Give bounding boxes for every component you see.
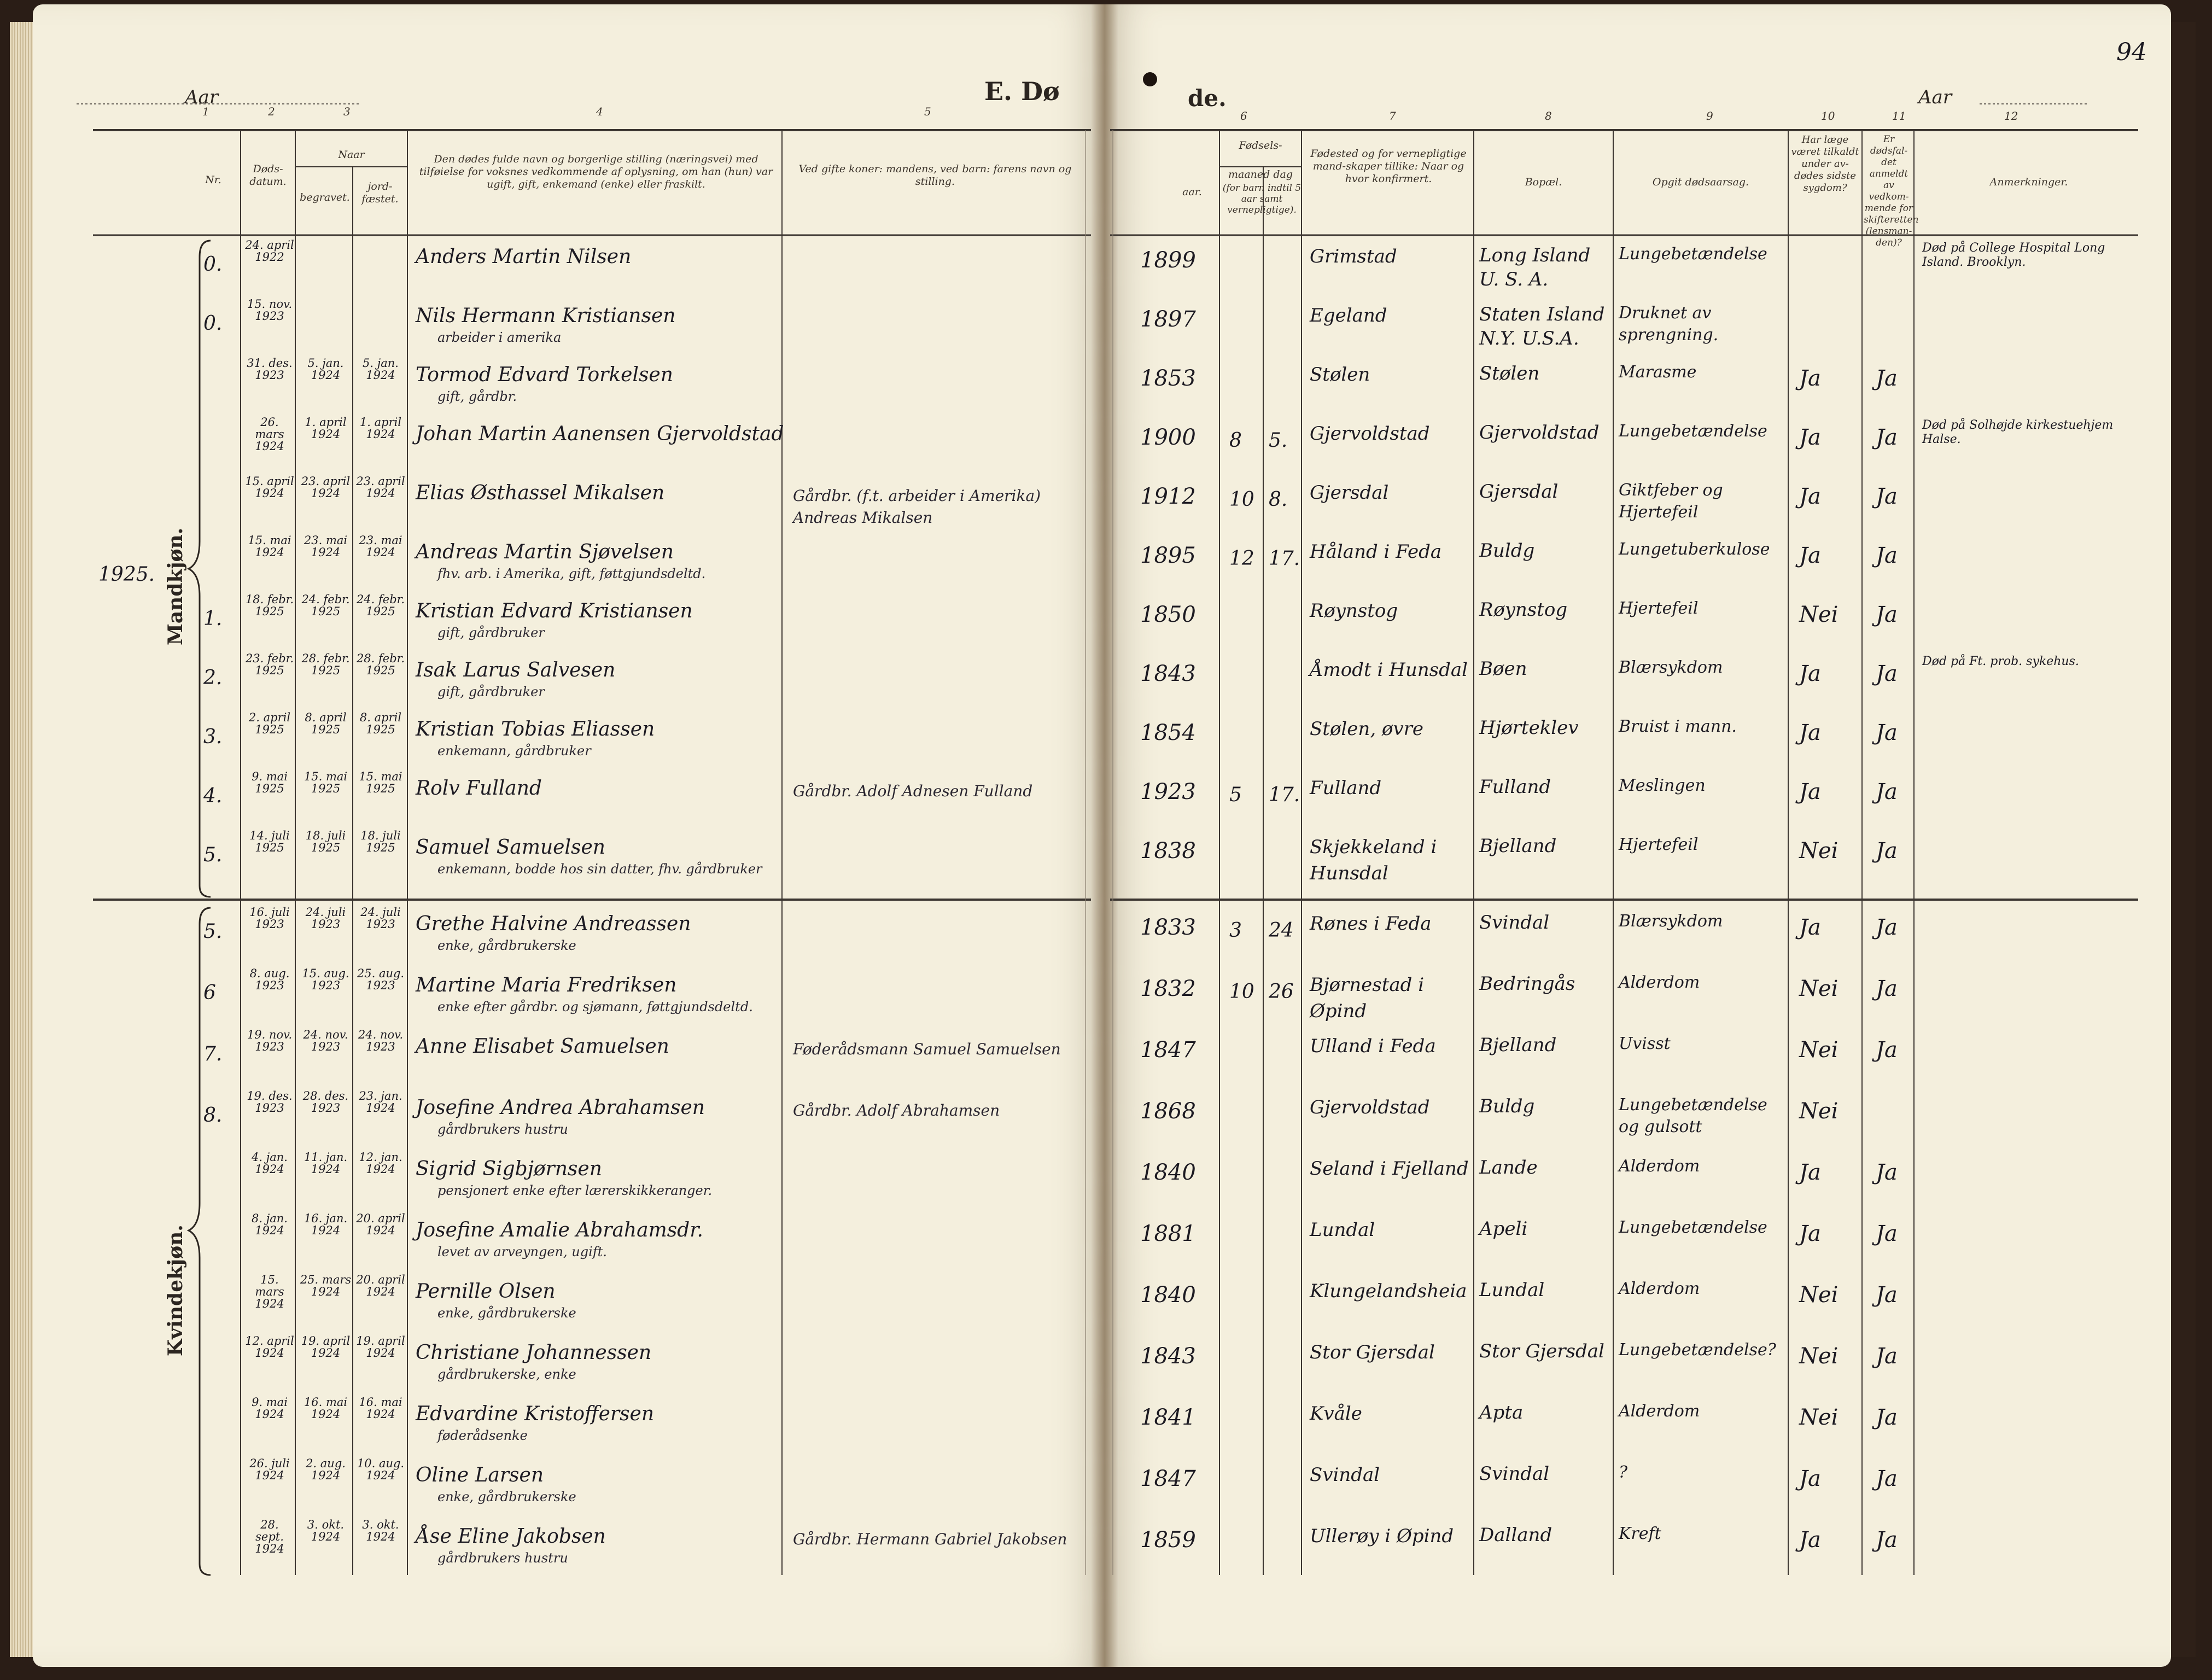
- reported: Ja: [1876, 425, 1898, 450]
- deceased-name: Kristian Tobias Eliassen: [416, 718, 655, 740]
- interment-date: 5. jan. 1924: [363, 357, 399, 382]
- birthplace: Klungelandsheia: [1310, 1280, 1467, 1302]
- birth-year: 1843: [1140, 1344, 1196, 1369]
- interment-date: 10. aug. 1924: [357, 1457, 405, 1482]
- birth-year: 1895: [1140, 543, 1196, 568]
- interment-date: 16. mai 1924: [359, 1396, 402, 1421]
- entry-number: 4.: [203, 785, 223, 807]
- death-date: 9. mai 1924: [252, 1396, 288, 1421]
- entry-number: 7.: [203, 1043, 223, 1065]
- deceased-name: Edvardine Kristoffersen: [416, 1403, 655, 1425]
- birthplace: Seland i Fjelland: [1310, 1158, 1469, 1180]
- doctor-called: Ja: [1799, 1160, 1821, 1185]
- birth-day: 26: [1269, 981, 1294, 1003]
- entry-number: 5.: [203, 844, 223, 866]
- residence: Røynstog: [1479, 599, 1568, 621]
- death-date: 15. mars 1924: [255, 1273, 284, 1310]
- doctor-called: Nei: [1799, 1405, 1839, 1430]
- cause-of-death: Kreft: [1619, 1524, 1661, 1543]
- col-header-dodsdatum: Døds-datum.: [249, 163, 287, 188]
- birth-year: 1899: [1140, 248, 1196, 273]
- doctor-called: Ja: [1799, 720, 1821, 745]
- reported: Ja: [1876, 915, 1898, 940]
- birth-year: 1853: [1140, 366, 1196, 391]
- birth-year: 1843: [1140, 661, 1196, 686]
- title-right: de.: [1188, 85, 1227, 112]
- birthplace: Gjervoldstad: [1310, 423, 1430, 445]
- entry-number: 0.: [203, 312, 223, 335]
- death-date: 2. april 1925: [248, 711, 291, 736]
- birth-year: 1897: [1140, 307, 1196, 332]
- entry-number: 6: [203, 982, 216, 1004]
- birthplace: Svindal: [1310, 1464, 1380, 1486]
- doctor-called: Ja: [1799, 484, 1821, 509]
- doctor-called: Ja: [1799, 779, 1821, 804]
- residence: Gjervoldstad: [1479, 422, 1600, 444]
- cause-of-death: Lungebetændelse: [1619, 422, 1767, 441]
- birth-year: 1833: [1140, 915, 1196, 940]
- col-number-11: 11: [1892, 109, 1906, 122]
- burial-date: 3. okt. 1924: [307, 1518, 345, 1543]
- deceased-status: enkemann, gårdbruker: [437, 743, 591, 759]
- section-label-male: Mandkjøn.: [164, 527, 187, 645]
- deceased-name: Pernille Olsen: [416, 1280, 556, 1303]
- reported: Ja: [1876, 1527, 1898, 1553]
- page-number: 94: [2116, 38, 2147, 66]
- deceased-name: Åse Eline Jakobsen: [416, 1525, 606, 1548]
- doctor-called: Ja: [1799, 366, 1821, 391]
- residence: Hjørteklev: [1479, 717, 1579, 739]
- birth-year: 1832: [1140, 976, 1196, 1001]
- father-husband: Føderådsmann Samuel Samuelsen: [793, 1040, 1061, 1058]
- death-date: 26. juli 1924: [249, 1457, 290, 1482]
- burial-date: 8. april 1925: [305, 711, 347, 736]
- birth-month: 5: [1229, 784, 1242, 806]
- birth-year: 1859: [1140, 1527, 1196, 1553]
- entry-number: 5.: [203, 920, 223, 943]
- burial-date: 24. febr. 1925: [301, 593, 350, 618]
- birthplace: Ulland i Feda: [1310, 1035, 1436, 1057]
- interment-date: 23. mai 1924: [359, 534, 402, 559]
- father-husband: Gårdbr. (f.t. arbeider i Amerika) Andreas Mikalsen: [793, 487, 1041, 527]
- burial-date: 25. mars 1924: [300, 1273, 352, 1298]
- interment-date: 18. juli 1925: [360, 829, 401, 854]
- reported: Ja: [1876, 602, 1898, 627]
- cause-of-death: Uvisst: [1619, 1034, 1671, 1053]
- residence: Buldg: [1479, 540, 1535, 562]
- doctor-called: Ja: [1799, 1527, 1821, 1553]
- residence: Apeli: [1479, 1218, 1528, 1240]
- doctor-called: Nei: [1799, 1344, 1839, 1369]
- birthplace: Håland i Feda: [1310, 541, 1442, 563]
- cause-of-death: Lungetuberkulose: [1619, 540, 1770, 559]
- burial-date: 23. april 1924: [301, 475, 351, 500]
- remarks: Død på Ft. prob. sykehus.: [1922, 655, 2079, 668]
- deceased-name: Josefine Andrea Abrahamsen: [416, 1096, 705, 1119]
- birthplace: Grimstad: [1310, 246, 1397, 267]
- reported: Ja: [1876, 1344, 1898, 1369]
- col-header-married: Ved gifte koner: mandens, ved barn: farens navn og stilling.: [798, 163, 1072, 188]
- burial-date: 11. jan. 1924: [304, 1151, 348, 1176]
- birthplace: Skjekkeland i Hunsdal: [1310, 836, 1437, 884]
- deceased-status: gift, gårdbr.: [437, 389, 517, 404]
- birthplace: Gjersdal: [1310, 482, 1389, 504]
- cause-of-death: Hjertefeil: [1619, 599, 1699, 618]
- reported: Ja: [1876, 976, 1898, 1001]
- reported: Ja: [1876, 1037, 1898, 1063]
- col-number-8: 8: [1545, 109, 1552, 122]
- birth-year: 1840: [1140, 1282, 1196, 1308]
- burial-date: 19. april 1924: [301, 1334, 351, 1360]
- reported: Ja: [1876, 1282, 1898, 1308]
- col-number-10: 10: [1821, 109, 1835, 122]
- deceased-name: Sigrid Sigbjørnsen: [416, 1158, 602, 1180]
- birth-year: 1900: [1140, 425, 1196, 450]
- col-header-maaned-dag: maaned dag: [1228, 168, 1293, 180]
- doctor-called: Nei: [1799, 602, 1839, 627]
- entry-number: 0.: [203, 253, 223, 276]
- deceased-status: pensjonert enke efter lærerskikkeranger.: [437, 1183, 713, 1198]
- cause-of-death: Giktfeber og Hjertefeil: [1619, 481, 1723, 522]
- col-header-jordfaestet: jord-fæstet.: [361, 180, 399, 205]
- deceased-name: Josefine Amalie Abrahamsdr.: [416, 1219, 703, 1241]
- birth-day: 17.: [1269, 784, 1300, 806]
- deceased-name: Anders Martin Nilsen: [416, 246, 632, 268]
- death-date: 26. mars 1924: [255, 416, 284, 453]
- col-header-begravet: begravet.: [300, 191, 350, 203]
- deceased-status: fhv. arb. i Amerika, gift, føttgjundsdeltd.: [437, 566, 706, 581]
- aar-label-right: Aar: [1918, 86, 1952, 108]
- birth-year: 1841: [1140, 1405, 1196, 1430]
- interment-date: 24. juli 1923: [360, 906, 401, 931]
- entry-number: 8.: [203, 1104, 223, 1127]
- birth-year: 1868: [1140, 1099, 1196, 1124]
- interment-date: 24. febr. 1925: [356, 593, 405, 618]
- col-number-4: 4: [596, 105, 603, 118]
- burial-date: 1. april 1924: [305, 416, 347, 441]
- interment-date: 3. okt. 1924: [362, 1518, 399, 1543]
- birthplace: Bjørnestad i Øpind: [1310, 974, 1425, 1022]
- residence: Buldg: [1479, 1095, 1535, 1117]
- birth-year: 1847: [1140, 1466, 1196, 1491]
- reported: Ja: [1876, 1405, 1898, 1430]
- interment-date: 23. jan. 1924: [359, 1089, 402, 1115]
- deceased-name: Christiane Johannessen: [416, 1341, 652, 1364]
- birthplace: Ullerøy i Øpind: [1310, 1525, 1454, 1547]
- aar-label-left: Aar: [185, 86, 219, 108]
- col-number-9: 9: [1706, 109, 1713, 122]
- cause-of-death: Marasme: [1619, 363, 1697, 382]
- cause-of-death: Alderdom: [1619, 973, 1700, 992]
- interment-date: 23. april 1924: [356, 475, 405, 500]
- reported: Ja: [1876, 779, 1898, 804]
- doctor-called: Nei: [1799, 1282, 1839, 1308]
- col-header-nr: Nr.: [205, 174, 221, 186]
- residence: Svindal: [1479, 912, 1550, 934]
- deceased-status: enke, gårdbrukerske: [437, 1305, 576, 1321]
- interment-date: 28. febr. 1925: [356, 652, 405, 677]
- residence: Bøen: [1479, 658, 1527, 680]
- deceased-name: Tormod Edvard Torkelsen: [416, 364, 673, 386]
- col-number-5: 5: [924, 105, 931, 118]
- deceased-name: Nils Hermann Kristiansen: [416, 305, 676, 327]
- interment-date: 15. mai 1925: [359, 770, 402, 795]
- father-husband: Gårdbr. Adolf Adnesen Fulland: [793, 782, 1033, 800]
- death-date: 19. des. 1923: [247, 1089, 293, 1115]
- birth-month: 12: [1229, 547, 1254, 570]
- birthplace: Stor Gjersdal: [1310, 1341, 1435, 1363]
- deceased-name: Kristian Edvard Kristiansen: [416, 600, 693, 622]
- burial-date: 24. juli 1923: [305, 906, 346, 931]
- doctor-called: Nei: [1799, 1037, 1839, 1063]
- cause-of-death: Alderdom: [1619, 1157, 1700, 1176]
- burial-date: 24. nov. 1923: [303, 1028, 348, 1053]
- entry-number: 3.: [203, 726, 223, 748]
- doctor-called: Ja: [1799, 661, 1821, 686]
- deceased-status: enke, gårdbrukerske: [437, 1489, 576, 1504]
- deceased-name: Isak Larus Salvesen: [416, 659, 616, 681]
- burial-date: 28. des. 1923: [302, 1089, 349, 1115]
- col-header-fodsels-note: (for barn indtil 5 aar samt vernepligtige).: [1222, 183, 1301, 215]
- birthplace: Stølen: [1310, 364, 1370, 386]
- col-header-dodsaarsag: Opgit dødsaarsag.: [1652, 176, 1749, 188]
- reported: Ja: [1876, 484, 1898, 509]
- title-left: E. Dø: [984, 77, 1060, 106]
- death-date: 24. april 1922: [245, 238, 294, 264]
- death-date: 31. des. 1923: [247, 357, 293, 382]
- deceased-name: Andreas Martin Sjøvelsen: [416, 541, 674, 563]
- deceased-name: Elias Østhassel Mikalsen: [416, 482, 665, 504]
- cause-of-death: Alderdom: [1619, 1279, 1700, 1298]
- birth-month: 3: [1229, 919, 1242, 942]
- residence: Stor Gjersdal: [1479, 1340, 1604, 1362]
- burial-date: 18. juli 1925: [305, 829, 346, 854]
- deceased-status: gårdbrukers hustru: [437, 1550, 568, 1566]
- col-header-aar: aar.: [1182, 186, 1202, 198]
- cause-of-death: Lungebetændelse: [1619, 1218, 1767, 1237]
- deceased-status: gårdbrukers hustru: [437, 1122, 568, 1137]
- deceased-name: Johan Martin Aanensen Gjervoldstad: [416, 423, 784, 445]
- death-date: 8. jan. 1924: [252, 1212, 288, 1237]
- birthplace: Røynstog: [1310, 600, 1398, 622]
- col-number-1: 1: [202, 105, 209, 118]
- col-header-naar: Naar: [338, 149, 365, 161]
- cause-of-death: Lungebetændelse: [1619, 244, 1767, 264]
- residence: Lundal: [1479, 1279, 1545, 1301]
- birth-month: 10: [1229, 981, 1254, 1003]
- birth-month: 8: [1229, 429, 1242, 452]
- remarks: Død på College Hospital Long Island. Brooklyn.: [1922, 241, 2105, 269]
- doctor-called: Nei: [1799, 1099, 1839, 1124]
- birthplace: Rønes i Feda: [1310, 913, 1432, 935]
- residence: Apta: [1479, 1402, 1524, 1424]
- deceased-status: gårdbrukerske, enke: [437, 1367, 576, 1382]
- death-date: 12. april 1924: [245, 1334, 294, 1360]
- interment-date: 8. april 1925: [359, 711, 402, 736]
- birthplace: Åmodt i Hunsdal: [1310, 659, 1468, 681]
- residence: Bjelland: [1479, 835, 1557, 857]
- residence: Bedringås: [1479, 973, 1575, 995]
- deceased-name: Rolv Fulland: [416, 777, 542, 800]
- birth-year: 1923: [1140, 779, 1196, 804]
- birth-year: 1850: [1140, 602, 1196, 627]
- doctor-called: Ja: [1799, 1221, 1821, 1246]
- deceased-status: enke, gårdbrukerske: [437, 938, 576, 953]
- burial-date: 16. mai 1924: [304, 1396, 348, 1421]
- col-number-2: 2: [268, 105, 275, 118]
- death-date: 23. febr. 1925: [245, 652, 294, 677]
- residence: Svindal: [1479, 1463, 1550, 1485]
- cause-of-death: ?: [1619, 1463, 1628, 1482]
- death-date: 18. febr. 1925: [245, 593, 294, 618]
- residence: Dalland: [1479, 1524, 1553, 1546]
- father-husband: Gårdbr. Hermann Gabriel Jakobsen: [793, 1530, 1067, 1548]
- col-header-bopael: Bopæl.: [1525, 176, 1562, 188]
- death-date: 9. mai 1925: [252, 770, 288, 795]
- deceased-status: enkemann, bodde hos sin datter, fhv. gårdbruker: [437, 861, 762, 877]
- interment-date: 19. april 1924: [356, 1334, 405, 1360]
- birth-year: 1838: [1140, 838, 1196, 864]
- birth-day: 5.: [1269, 429, 1288, 452]
- burial-date: 23. mai 1924: [304, 534, 348, 559]
- death-date: 16. juli 1923: [249, 906, 290, 931]
- deceased-status: levet av arveyngen, ugift.: [437, 1244, 607, 1259]
- col-header-anmerkninger: Anmerkninger.: [1989, 176, 2068, 188]
- cause-of-death: Meslingen: [1619, 776, 1706, 795]
- interment-date: 25. aug. 1923: [357, 967, 405, 992]
- interment-date: 20. april 1924: [356, 1273, 405, 1298]
- deceased-status: gift, gårdbruker: [437, 625, 545, 640]
- birth-year: 1912: [1140, 484, 1196, 509]
- birth-month: 10: [1229, 488, 1254, 511]
- cause-of-death: Hjertefeil: [1619, 835, 1699, 854]
- col-number-3: 3: [343, 105, 351, 118]
- col-header-anmeldt: Er dødsfal-det anmeldt av vedkom-mende for skifteretten (lensman-den)?: [1864, 134, 1919, 248]
- residence: Stølen: [1479, 363, 1540, 384]
- col-number-6: 6: [1240, 109, 1247, 122]
- doctor-called: Nei: [1799, 838, 1839, 864]
- birthplace: Gjervoldstad: [1310, 1096, 1430, 1118]
- deceased-name: Oline Larsen: [416, 1464, 544, 1486]
- remarks: Død på Solhøjde kirkestuehjem Halse.: [1922, 418, 2114, 446]
- residence: Staten Island N.Y. U.S.A.: [1479, 304, 1605, 349]
- cause-of-death: Blærsykdom: [1619, 658, 1723, 677]
- doctor-called: Ja: [1799, 425, 1821, 450]
- col-number-12: 12: [2004, 109, 2018, 122]
- burial-date: 5. jan. 1924: [307, 357, 344, 382]
- death-date: 19. nov. 1923: [247, 1028, 293, 1053]
- deceased-name: Samuel Samuelsen: [416, 836, 605, 859]
- burial-date: 15. mai 1925: [304, 770, 348, 795]
- deceased-status: gift, gårdbruker: [437, 684, 545, 699]
- cause-of-death: Lungebetændelse og gulsott: [1619, 1095, 1767, 1136]
- reported: Ja: [1876, 543, 1898, 568]
- burial-date: 16. jan. 1924: [304, 1212, 348, 1237]
- birthplace: Lundal: [1310, 1219, 1375, 1241]
- doctor-called: Ja: [1799, 1466, 1821, 1491]
- death-date: 28. sept. 1924: [255, 1518, 284, 1555]
- cause-of-death: Lungebetændelse?: [1619, 1340, 1776, 1360]
- birthplace: Stølen, øvre: [1310, 718, 1423, 740]
- birth-year: 1847: [1140, 1037, 1196, 1063]
- father-husband: Gårdbr. Adolf Abrahamsen: [793, 1101, 1000, 1119]
- birth-year: 1881: [1140, 1221, 1196, 1246]
- birthplace: Fulland: [1310, 777, 1382, 799]
- deceased-name: Grethe Halvine Andreassen: [416, 913, 691, 935]
- burial-date: 2. aug. 1924: [306, 1457, 346, 1482]
- section-label-female: Kvindekjøn.: [164, 1224, 187, 1356]
- death-date: 15. april 1924: [245, 475, 294, 500]
- birth-day: 8.: [1269, 488, 1288, 511]
- residence: Lande: [1479, 1157, 1538, 1179]
- doctor-called: Ja: [1799, 543, 1821, 568]
- doctor-called: Nei: [1799, 976, 1839, 1001]
- birth-year: 1854: [1140, 720, 1196, 745]
- col-header-fodested: Fødested og for vernepligtige mand-skaper tillike: Naar og hvor konfirmert.: [1310, 148, 1467, 185]
- residence: Bjelland: [1479, 1034, 1557, 1056]
- reported: Ja: [1876, 1466, 1898, 1491]
- birth-day: 24: [1269, 919, 1294, 942]
- cause-of-death: Blærsykdom: [1619, 912, 1723, 931]
- cause-of-death: Alderdom: [1619, 1402, 1700, 1421]
- doctor-called: Ja: [1799, 915, 1821, 940]
- death-date: 4. jan. 1924: [252, 1151, 288, 1176]
- death-date: 15. nov. 1923: [247, 298, 293, 323]
- residence: Fulland: [1479, 776, 1551, 798]
- burial-date: 15. aug. 1923: [302, 967, 349, 992]
- reported: Ja: [1876, 720, 1898, 745]
- entry-number: 2.: [203, 667, 223, 689]
- reported: Ja: [1876, 661, 1898, 686]
- reported: Ja: [1876, 1221, 1898, 1246]
- death-date: 8. aug. 1923: [249, 967, 290, 992]
- interment-date: 1. april 1924: [359, 416, 402, 441]
- death-date: 14. juli 1925: [249, 829, 290, 854]
- birth-year: 1840: [1140, 1160, 1196, 1185]
- burial-date: 28. febr. 1925: [301, 652, 350, 677]
- residence: Long Island U. S. A.: [1479, 244, 1591, 290]
- reported: Ja: [1876, 366, 1898, 391]
- cause-of-death: Bruist i mann.: [1619, 717, 1737, 736]
- col-header-fodsels: Fødsels-: [1239, 139, 1282, 151]
- col-header-name: Den dødes fulde navn og borgerlige stilling (næringsvei) med tilføielse for voksnes vedkommende af oplysning, om han (hun) var ugift, gift, enkemand (enke) eller fraskilt.: [419, 153, 773, 190]
- interment-date: 24. nov. 1923: [358, 1028, 404, 1053]
- col-header-laege: Har læge været tilkaldt under av-dødes sidste sygdom?: [1791, 134, 1859, 194]
- deceased-status: enke efter gårdbr. og sjømann, føttgjundsdeltd.: [437, 999, 753, 1014]
- col-number-7: 7: [1389, 109, 1396, 122]
- cause-of-death: Druknet av sprengning.: [1619, 304, 1719, 345]
- reported: Ja: [1876, 1160, 1898, 1185]
- deceased-status: føderådsenke: [437, 1428, 528, 1443]
- deceased-name: Martine Maria Fredriksen: [416, 974, 677, 996]
- birth-day: 17.: [1269, 547, 1300, 570]
- deceased-status: arbeider i amerika: [437, 330, 562, 345]
- death-date: 15. mai 1924: [248, 534, 291, 559]
- section-year-margin: 1925.: [98, 563, 155, 586]
- birthplace: Egeland: [1310, 305, 1387, 326]
- birthplace: Kvåle: [1310, 1403, 1362, 1425]
- residence: Gjersdal: [1479, 481, 1559, 503]
- interment-date: 12. jan. 1924: [359, 1151, 402, 1176]
- interment-date: 20. april 1924: [356, 1212, 405, 1237]
- entry-number: 1.: [203, 608, 223, 630]
- deceased-name: Anne Elisabet Samuelsen: [416, 1035, 669, 1058]
- reported: Ja: [1876, 838, 1898, 864]
